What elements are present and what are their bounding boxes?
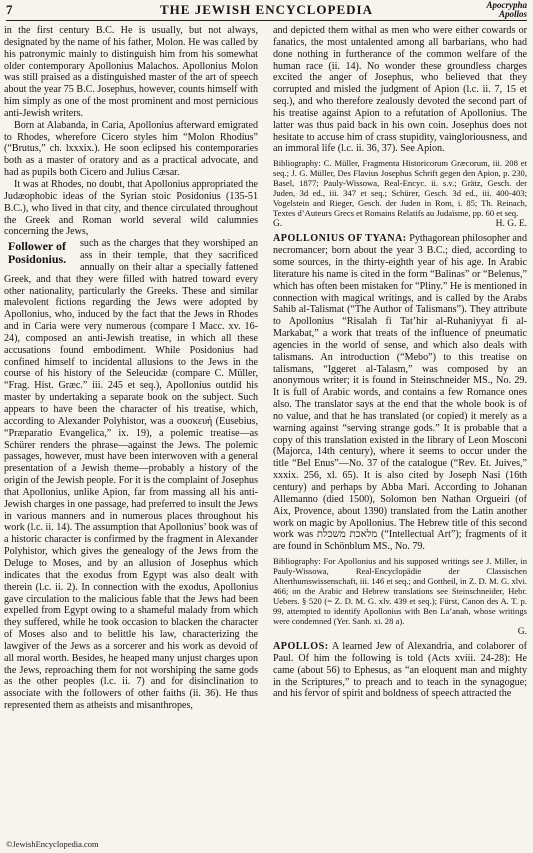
left-paragraph-3: It was at Rhodes, no doubt, that Apollonius appropriated the Judæophobic ideas of the Syrian stoic Posidonius (135-51 B.C.), who lived in that city, and thence circulated throughout the Greek and Roman world several wild calumnies concerning the Jews, xyxy=(4,178,258,238)
left-paragraph-4: such as the charges that they worshiped an ass in their temple, that they sacrificed annually on their altar a specially fattened Greek, and that they were filled with hatred toward every other nationality, particularly the Greeks. These and similar malevolent fictions regarding the Jews were adopted by Apollonius, who, induced by the fact that the Jews in Rhodes and in Caria were very numerous (compare I Macc. xv. 16-24), composed an anti-Jewish treatise, in which all these accusations found embodiment. While Posidonius had confined himself to incidental allusions to the Jews in the course of his history of the Seleucidæ (compare C. Müller, “Frag. Hist. Græc.” iii. 245 et seq.), Apollonius outdid his master by undertaking a separate book on the subject. Such appears to have been the character of his treatise, which, according to Alexander Polyhistor, was a συσκευή (Eusebius, “Præparatio Evangelica,” ix. 19), a polemic treatise—as Schürer renders the phrase—against the Jews. The polemic passages, however, must have been interwoven with a general presentation of a Jewish theme—probably a history of the origin of the Jewish people. For it is the complaint of Josephus that Apollonius, unlike Apion, far from massing all his anti-Jewish charges in one passage, had preferred to insult the Jews in various manners and in numerous places throughout his work (l.c. ii. 14). The assumption that Apollonius’ book was of a historic character is confirmed by the fragment in Alexander Polyhistor, which gives the genealogy of the Jews from the Deluge to Moses, and by an allusion of Josephus which indicates that the exodus from Egypt was also dealt with therein (l.c. ii. 2). In connection with the exodus, Apollonius gave circulation to the malicious fable that the Jews had been expelled from Egypt owing to a shameful malady from which they suffered, while he took occasion to blacken the character of Moses also and to belittle his law, characterizing the lawgiver of the Jews as a sorcerer and his work as devoid of all moral worth. Besides, he heaped many unjust charges upon the Jews, reproaching them for not worshiping the same gods as the other peoples (l.c. ii. 7) and for disinclination to associate with the followers of other faiths (ii. 36). He thus represented them as atheists and misanthropes, xyxy=(4,238,258,712)
entry-heading: APOLLONIUS OF TYANA: xyxy=(273,233,407,245)
bibliography-apollonius-molon: Bibliography: C. Müller, Fragmenta Historicorum Græcorum, iii. 208 et seq.; J. G. Müller, Des Flavius Josephus Schrift gegen den Apion, p. 230, Basel, 1877; Pauly-Wissowa, Real-Encyc. ii. s.v.; Grätz, Gesch. der Juden, 3d ed., iii. 347 et seq.; Schürer, Gesch. 3d ed., iii. 400-403; Vogelstein and Rieger, Gesch. der Juden in Rom, i. 85; Th. Reinach, Textes d’Auteurs Grecs et Romains Relatifs au Judaïsme, pp. 60 et seq. xyxy=(273,158,527,219)
header-rule xyxy=(6,20,527,21)
entry-text: Pythagorean philosopher and necromancer; born about the year 3 B.C.; died, according to some sources, in the thirty-eighth year of his age. In Arabic literature his name is cited in the form “Balinas” or “Belenus,” which has often been mistaken for “Pliny.” He is mentioned in connection with magical writings, and is called by the Arabs Sahib al-Talismat (“The Author of Talismans”). They attribute to Apollonius “Risalah fi Tat’hir al-Ruhaniyyat fi al-Markabat,” a work that treats of the influence of pneumatic agencies in the world of sense, and which also deals with talismans. An introduction (“Mebo”) to this treatise on talismans, “Iggeret al-Talasm,” was composed by an anonymous writer; it is found in Steinschneider MS., No. 29. It is full of Arabic words, and contains a few Romance ones also. The translator says at the end that the whole book is of no value, and that he has translated (or copied) it merely as a warning against “serving strange gods.” It is probable that a copy of this translation existed in the library of Leon Mosconi (Majorca, 14th century), where it seems to occur under the title “Bel Enus”—No. 37 of the catalogue (“Rev. Et. Juives,” xxxix. 256, xl. 65). It is also cited by Joseph Nasi (16th century) and perhaps by Abba Mari. According to Johanan Allemanno (died 1500), Solomon ben Nathan Orgueiri (of Aix, Provence, about 1390) translated from the Latin another work on magic by Apollonius. The Hebrew title of this second work was מלאכת משכלת (“Intellectual Art”); fragments of it are found in Schönblum MS., No. 79. xyxy=(273,233,527,553)
entry-heading: APOLLOS: xyxy=(273,641,329,653)
signature-right: H. G. E. xyxy=(495,219,527,230)
copyright-footer: ©JewishEncyclopedia.com xyxy=(6,839,99,849)
page-number: 7 xyxy=(6,2,13,17)
entry-apollos xyxy=(273,641,527,700)
signature-2: G. xyxy=(517,627,527,638)
publication-title: THE JEWISH ENCYCLOPEDIA xyxy=(160,2,373,17)
running-head xyxy=(487,1,528,19)
entry-text: A learned Jew of Alexandria, and colaborer of Paul. Of him the following is told (Acts xviii. 24-28): He came (about 56) to Ephesus, as “an eloquent man and mighty in the Scriptures,” to preach and to teach in the synagogue; and his fervor of spirit and boldness of speech attracted the xyxy=(273,641,527,700)
page-header xyxy=(0,0,533,22)
left-paragraph-2: Born at Alabanda, in Caria, Apollonius afterward emigrated to Rhodes, wherefore Cicero styles him “Molon Rhodius” (“Brutus,” ch. lxxxix.). He soon eclipsed his contemporaries both as a master of oratory and as a practical advocate, and had as pupils both Cicero and Julius Cæsar. xyxy=(4,119,258,179)
running-head-bottom: Apollos xyxy=(498,9,527,19)
left-paragraph-1: in the first century B.C. He is usually, but not always, designated by the name of his father, Molon. He was called by his patronymic mainly to distinguish him from his somewhat older contemporary Apollonius Malachos. Apollonius Molon was still praised as a distinguished master of the art of speech about the year 75 B.C. Josephus, however, counts himself with him simply as one of the most prominent and most pernicious anti-Jewish writers. xyxy=(4,25,258,119)
bibliography-apollonius-of-tyana: Bibliography: For Apollonius and his supposed writings see J. Miller, in Pauly-Wissowa, Real-Encyclopädie der Classischen Alterthumswissenschaft, iii. 146 et seq.; and Gottheil, in Z. D. M. G. xlvi. 466; on the Arabic and Hebrew translations see Steinschneider, Hebr. Uebers. § 520 (= Z. D. M. G. xlv. 439 et seq.); Fürst, Canon des A. T. p. 99, attempted to identify Apollonius with Ben La’anah, whose writings were condemned (Yer. Sanh. xi. 28 a). xyxy=(273,556,527,627)
side-label: Follower of Posidonius. xyxy=(7,239,67,267)
signature-left: G. xyxy=(273,219,283,230)
right-column xyxy=(273,25,527,825)
entry-apollonius-of-tyana xyxy=(273,233,527,553)
right-paragraph-1: and depicted them withal as men who were either cowards or fanatics, the most untalented among all barbarians, who had done nothing in furtherance of the common welfare of the human race (ii. 14). No wonder these groundless charges excited the anger of Josephus, who believed that they corrupted and misled the judgment of Apion (l.c. ii. 7, 15 et seq.), and who therefore zealously devoted the second part of his treatise against Apion to a refutation of Apollonius. The latter was thus paid back in his own coin. Josephus does not hesitate to accuse him of crass stupidity, vaingloriousness, and an immoral life (l.c. ii. 36, 37). See Apion. xyxy=(273,25,527,155)
running-head-top: Apocrypha xyxy=(486,0,527,10)
signature-row-1 xyxy=(273,219,527,230)
left-column xyxy=(4,25,258,840)
